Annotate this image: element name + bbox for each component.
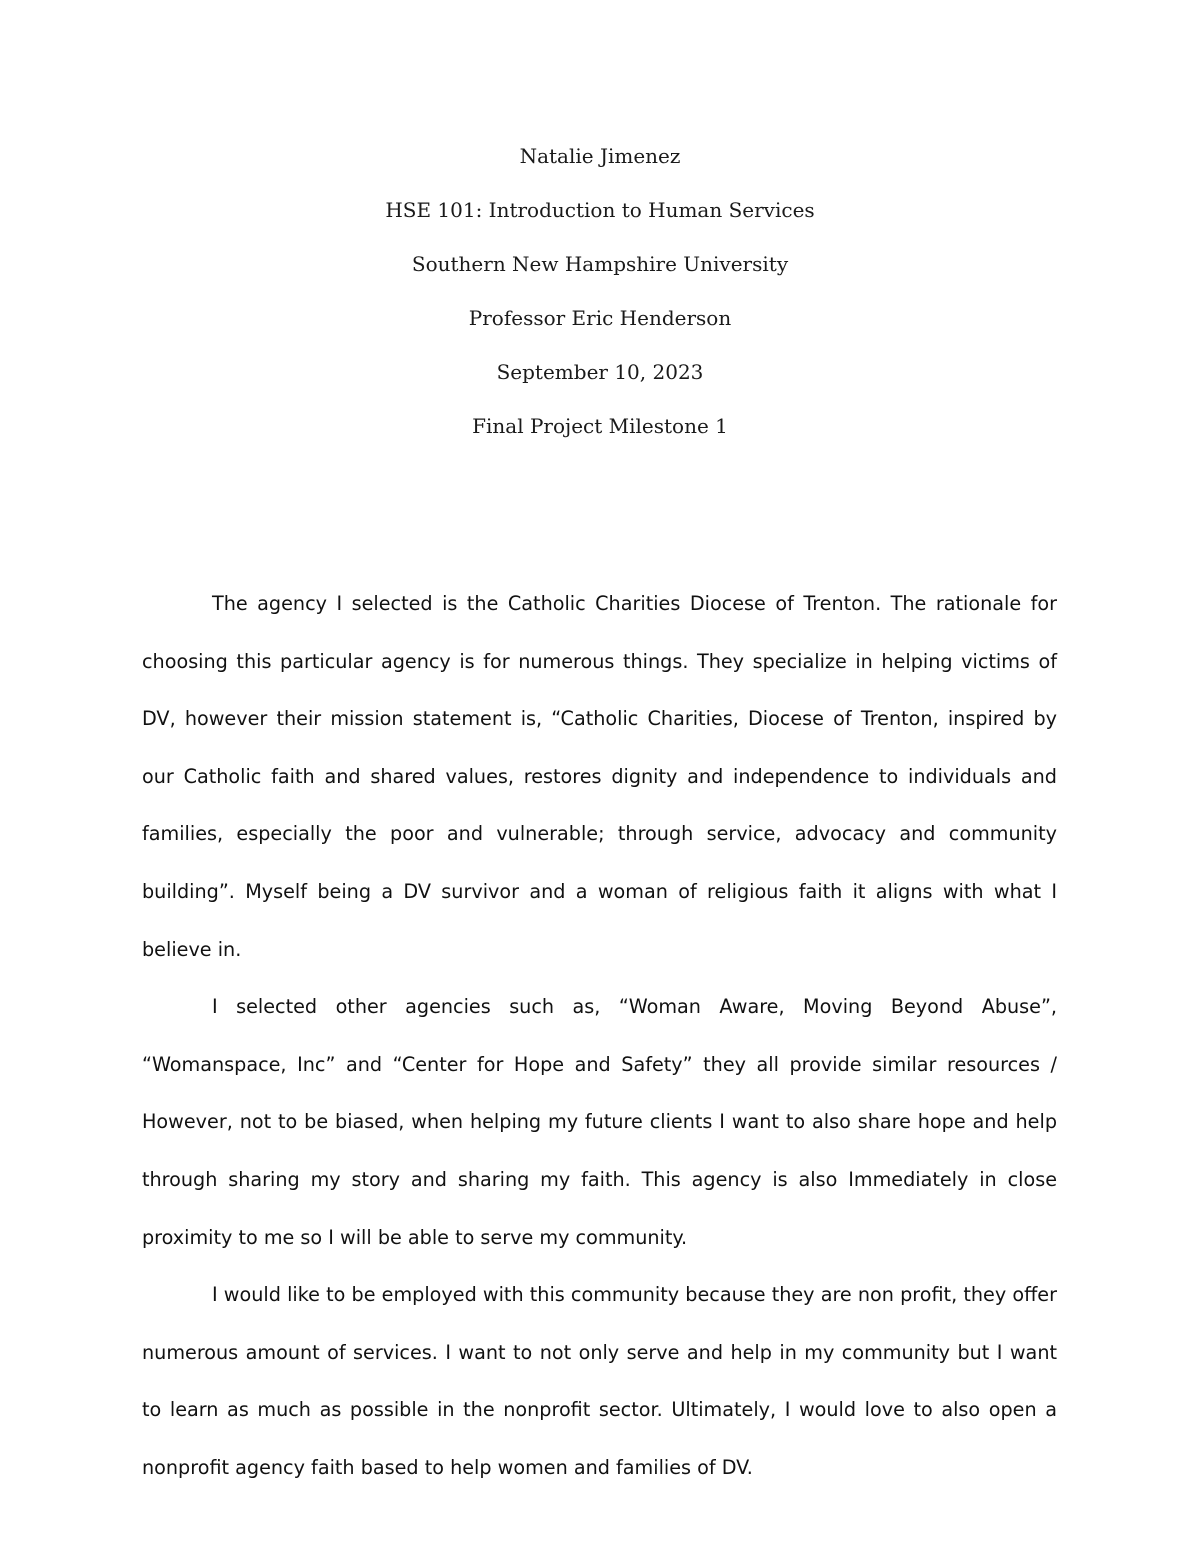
professor-name: Professor Eric Henderson bbox=[468, 306, 732, 330]
body-paragraph-2: I selected other agencies such as, “Woman Aware, Moving Beyond Abuse”, “Womanspace, Inc” and “Center for Hope and Safety” they all provide similar resources / However, not to be biased, when helping my future clients I want to also share hope and help through sharing my story and sharing my faith. This agency is also Immediately in close proximity to me so I will be able to serve my community. bbox=[142, 995, 1057, 1249]
assignment-title: Final Project Milestone 1 bbox=[472, 414, 728, 438]
institution-name: Southern New Hampshire University bbox=[411, 252, 789, 276]
course-title: HSE 101: Introduction to Human Services bbox=[385, 198, 815, 222]
body-text bbox=[142, 575, 1057, 1497]
body-paragraph-1: The agency I selected is the Catholic Charities Diocese of Trenton. The rationale for choosing this particular agency is for numerous things. They specialize in helping victims of DV, however their mission statement is, “Catholic Charities, Diocese of Trenton, inspired by our Catholic faith and shared values, restores dignity and independence to individuals and families, especially the poor and vulnerable; through service, advocacy and community building”. Myself being a DV survivor and a woman of religious faith it aligns with what I believe in. bbox=[142, 592, 1057, 961]
document-date: September 10, 2023 bbox=[496, 360, 704, 384]
body-paragraph-3: I would like to be employed with this community because they are non profit, they offer numerous amount of services. I want to not only serve and help in my community but I want to learn as much as possible in the nonprofit sector. Ultimately, I would love to also open a nonprofit agency faith based to help women and families of DV. bbox=[142, 1283, 1057, 1479]
title-block bbox=[0, 141, 1200, 465]
author-name: Natalie Jimenez bbox=[519, 144, 681, 168]
